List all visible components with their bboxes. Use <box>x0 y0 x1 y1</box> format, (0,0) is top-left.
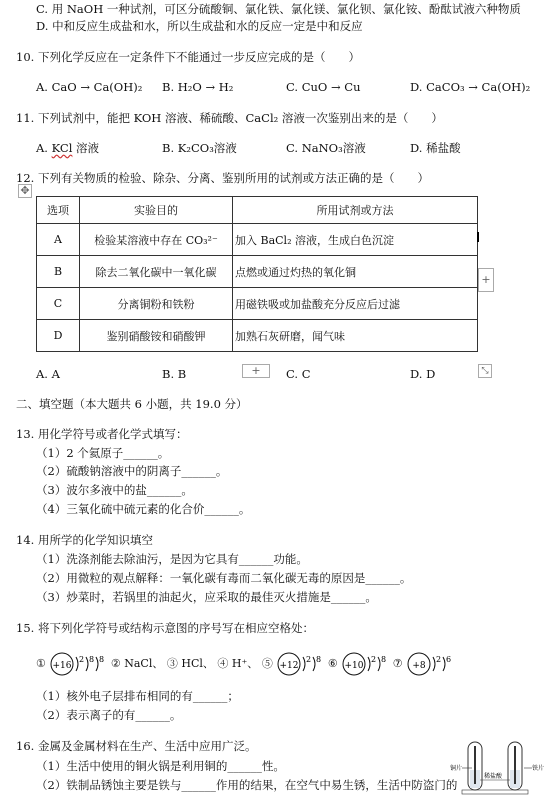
shell-electrons: 8 <box>381 655 387 664</box>
nucleus-charge: +16 <box>52 661 72 671</box>
spellcheck-word: KCl <box>51 141 73 155</box>
figure-label: 铁片 <box>532 765 545 772</box>
q15-stem: 15. 将下列化学符号或结构示意图的序号写在相应空格处： <box>16 621 314 635</box>
table-header-cell: 实验目的 <box>80 197 233 224</box>
q13-stem: 13. 用化学符号或者化学式填写： <box>16 427 188 441</box>
q15-item: （1）核外电子层排布相同的有______； <box>36 689 239 703</box>
q13-item: （1）2 个氦原子______。 <box>36 446 170 460</box>
table-cell: 点燃或通过灼热的氧化铜 <box>233 256 478 288</box>
table-cell: 分离铜粉和铁粉 <box>80 288 233 320</box>
q11-option-c: C. NaNO₃溶液 <box>286 141 366 155</box>
q11-option-b: B. K₂CO₃溶液 <box>162 141 237 155</box>
table-cell: 加入 BaCl₂ 溶液，生成白色沉淀 <box>233 224 478 256</box>
text-cursor <box>477 232 479 242</box>
table-header-cell: 所用试剂或方法 <box>233 197 478 224</box>
q14-item: （1）洗涤剂能去除油污，是因为它具有______功能。 <box>36 552 308 566</box>
q12-table <box>36 196 478 352</box>
section-title: 二、填空题（本大题共 6 小题，共 19.0 分） <box>16 397 248 411</box>
shell-electrons: 2 <box>79 655 85 664</box>
q13-item: （3）波尔多液中的盐______。 <box>36 483 193 497</box>
nucleus-charge: +10 <box>344 661 364 671</box>
table-row <box>37 288 478 320</box>
add-row-icon[interactable]: + <box>242 364 270 378</box>
table-cell: 除去二氧化碳中一氧化碳 <box>80 256 233 288</box>
formula-text: HCl、 <box>181 657 214 670</box>
q14-stem: 14. 用所学的化学知识填空 <box>16 533 153 547</box>
q9-option-c: C. 用 NaOH 一种试剂，可区分硫酸铜、氯化铁、氯化镁、氯化钡、氯化铵、酚酞试液六种物质 <box>36 2 521 16</box>
atom-structure-diagram <box>49 650 107 678</box>
atom-structure-diagram <box>406 650 454 678</box>
q11-stem: 11. 下列试剂中，能把 KOH 溶液、稀硫酸、CaCl₂ 溶液一次鉴别出来的是（ ） <box>16 111 443 125</box>
table-cell: 鉴别硝酸铵和硝酸钾 <box>80 320 233 352</box>
table-cell: 加熟石灰研磨，闻气味 <box>233 320 478 352</box>
shell-electrons: 8 <box>89 655 95 664</box>
figure-label: 铜片 <box>450 765 463 772</box>
figure-label: 稀盐酸 <box>484 773 503 780</box>
q13-item: （4）三氧化硫中硫元素的化合价______。 <box>36 502 251 516</box>
table-cell: B <box>37 256 80 288</box>
item-number: ⑦ <box>392 657 403 670</box>
shell-electrons: 6 <box>446 655 452 664</box>
q11-option-a: A. KCl 溶液 <box>36 141 100 155</box>
shell-electrons: 2 <box>306 655 312 664</box>
table-header-cell: 选项 <box>37 197 80 224</box>
q10-stem: 10. 下列化学反应在一定条件下不能通过一步反应完成的是（ ） <box>16 50 360 64</box>
table-row <box>37 320 478 352</box>
table-row <box>37 256 478 288</box>
formula-text: H⁺、 <box>231 657 259 670</box>
q12-option-d: D. D <box>410 367 436 381</box>
q16-item: （1）生活中使用的铜火锅是利用铜的______性。 <box>36 759 285 773</box>
q12-option-c: C. C <box>286 367 311 381</box>
table-header-row <box>37 197 478 224</box>
table-cell: 用磁铁吸或加盐酸充分反应后过滤 <box>233 288 478 320</box>
table-move-handle-icon[interactable]: ✥ <box>18 184 32 198</box>
shell-electrons: 2 <box>436 655 442 664</box>
q11-option-d: D. 稀盐酸 <box>410 141 461 155</box>
q14-item: （2）用微粒的观点解释：一氧化碳有毒而二氧化碳无毒的原因是______。 <box>36 571 412 585</box>
q12-option-a: A. A <box>36 367 60 381</box>
q10-option-d: D. CaCO₃ → Ca(OH)₂ <box>410 80 531 94</box>
formula-text: NaCl、 <box>124 657 164 670</box>
q10-option-c: C. CuO → Cu <box>286 80 361 94</box>
add-column-icon[interactable]: + <box>478 268 494 292</box>
item-number: ⑤ <box>261 657 273 670</box>
q15-item: （2）表示离子的有______。 <box>36 708 182 722</box>
item-number: ① <box>36 657 46 670</box>
q16-stem: 16. 金属及金属材料在生产、生活中应用广泛。 <box>16 739 257 753</box>
nucleus-charge: +8 <box>412 661 426 671</box>
atom-structure-diagram <box>276 650 324 678</box>
q10-option-b: B. H₂O → H₂ <box>162 80 234 94</box>
item-number: ③ <box>166 657 178 670</box>
shell-electrons: 8 <box>99 655 105 664</box>
item-number: ⑥ <box>327 657 338 670</box>
q15-symbols-row <box>36 650 454 680</box>
q12-stem: 12. 下列有关物质的检验、除杂、分离、鉴别所用的试剂或方法正确的是（ ） <box>16 171 429 185</box>
table-cell: D <box>37 320 80 352</box>
item-number: ② <box>110 657 121 670</box>
table-row <box>37 224 478 256</box>
table-cell: C <box>37 288 80 320</box>
q16-item: （2）铁制品锈蚀主要是铁与______作用的结果，在空气中易生锈，生活中防盗门的 <box>36 778 458 792</box>
table-cell: A <box>37 224 80 256</box>
q10-option-a: A. CaO → Ca(OH)₂ <box>36 80 143 94</box>
q14-item: （3）炒菜时，若锅里的油起火，应采取的最佳灭火措施是______。 <box>36 590 377 604</box>
nucleus-charge: +12 <box>279 661 299 671</box>
item-number: ④ <box>217 657 229 670</box>
q13-item: （2）硫酸钠溶液中的阴离子______。 <box>36 464 228 478</box>
table-cell: 检验某溶液中存在 CO₃²⁻ <box>80 224 233 256</box>
shell-electrons: 8 <box>316 655 322 664</box>
q12-option-b: B. B <box>162 367 187 381</box>
table-resize-icon[interactable]: ⤡ <box>478 364 492 378</box>
q9-option-d: D. 中和反应生成盐和水，所以生成盐和水的反应一定是中和反应 <box>36 19 363 33</box>
atom-structure-diagram <box>341 650 389 678</box>
shell-electrons: 2 <box>371 655 377 664</box>
test-tube-apparatus-figure <box>448 740 548 796</box>
